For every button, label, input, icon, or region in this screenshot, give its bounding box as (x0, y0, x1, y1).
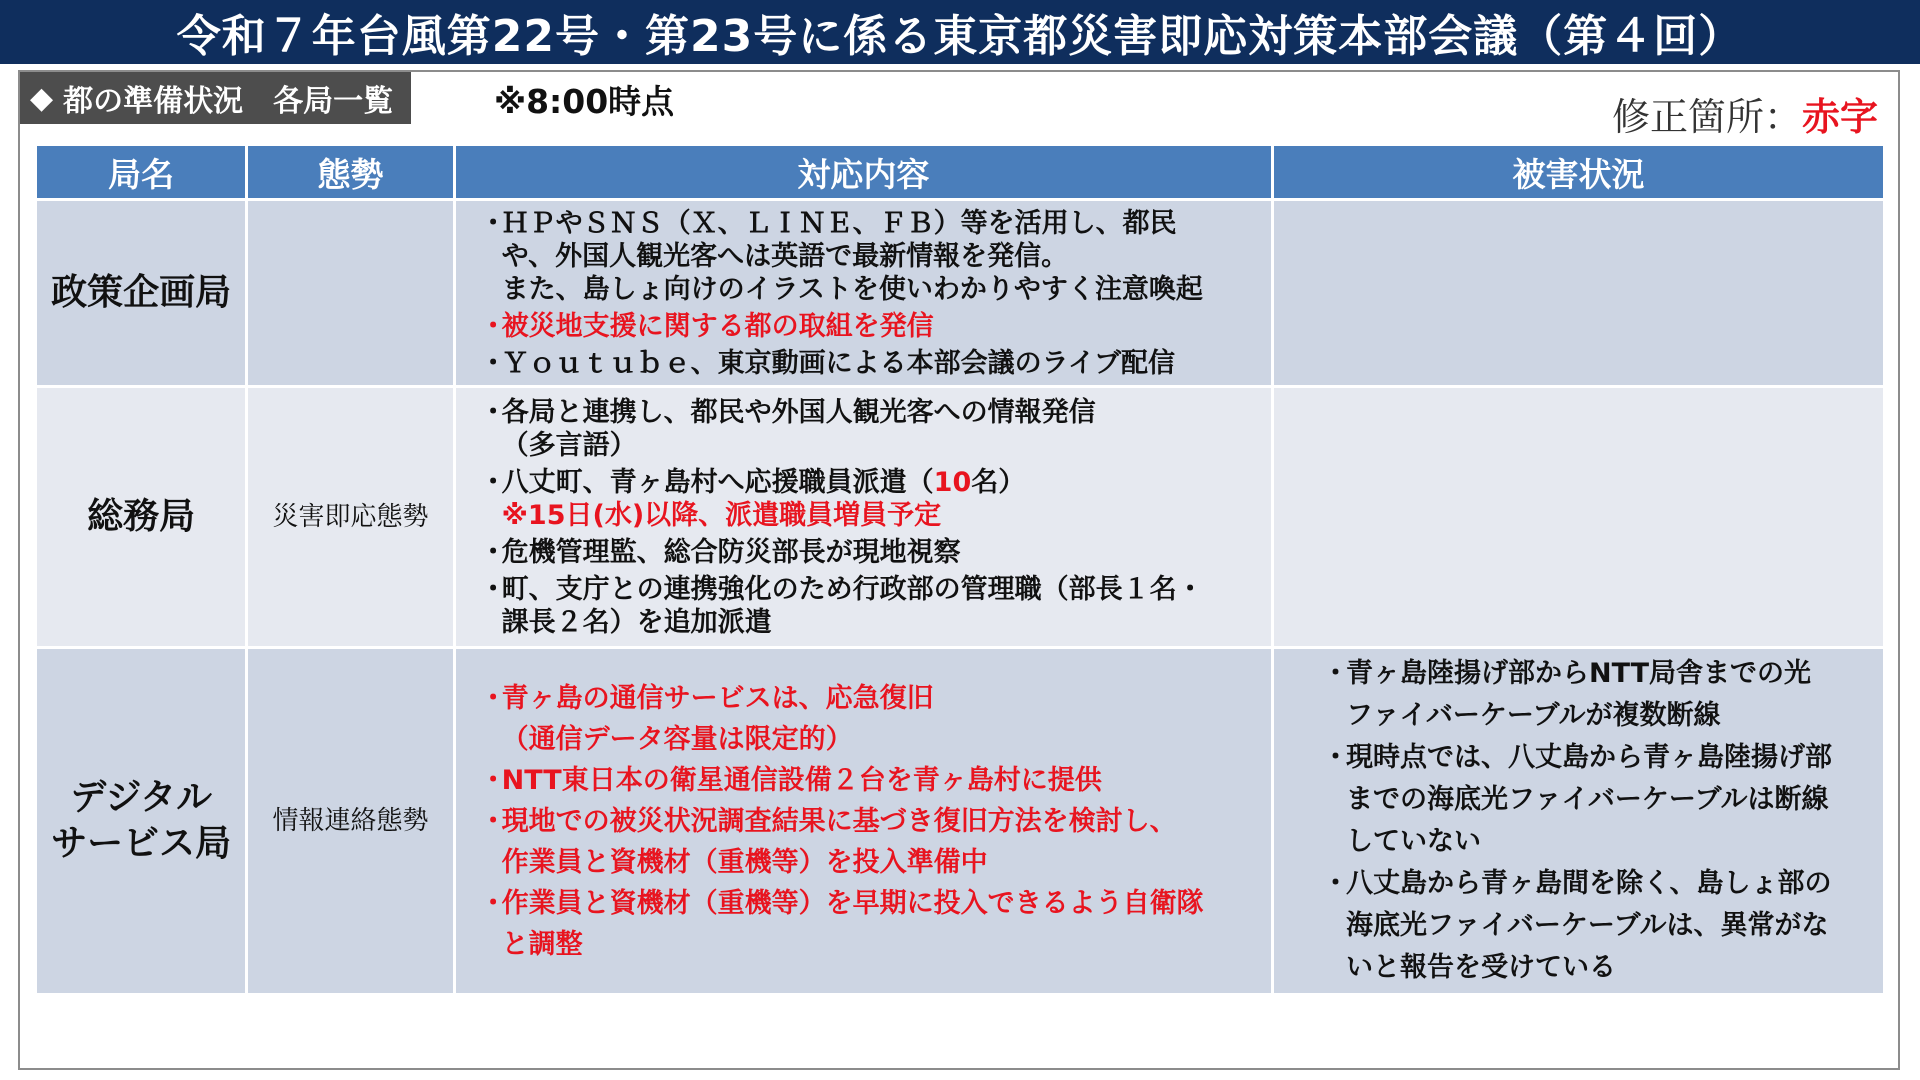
damage-cell (1274, 201, 1883, 385)
dept-cell: 総務局 (37, 388, 245, 646)
header-damage: 被害状況 (1274, 146, 1883, 198)
response-item: ・ Ｙｏｕｔｕｂｅ、東京動画による本部会議のライブ配信 (479, 347, 1176, 379)
header-stance: 態勢 (248, 146, 452, 198)
status-table (34, 143, 1886, 996)
section-label (20, 72, 411, 124)
stance-cell: 情報連絡態勢 (248, 649, 452, 993)
damage-item: ・ 八丈島から青ヶ島間を除く、島しょ部の 海底光ファイバーケーブルは、異常がな いと報告を受けている (1321, 868, 1832, 983)
response-note: ※15日(水)以降、派遣職員増員予定 (501, 499, 942, 531)
response-cell (456, 388, 1271, 646)
response-cell (456, 201, 1271, 385)
diamond-icon: ◆ (30, 80, 54, 116)
header-dept: 局名 (37, 146, 245, 198)
table-row (37, 649, 1883, 993)
page-title: 令和７年台風第22号・第23号に係る東京都災害即応対策本部会議（第４回） (0, 0, 1920, 64)
response-item: ・ 作業員と資機材（重機等）を早期に投入できるよう自衛隊 と調整 (479, 887, 1204, 960)
header-response: 対応内容 (456, 146, 1271, 198)
time-note: ※8:00時点 (494, 82, 675, 121)
damage-item: ・ 青ヶ島陸揚げ部からNTT局舎までの光 ファイバーケーブルが複数断線 (1321, 658, 1812, 731)
response-cell (456, 649, 1271, 993)
response-item: ・ 現地での被災状況調査結果に基づき復旧方法を検討し、 作業員と資機材（重機等）を投入準備中 (479, 805, 1177, 878)
revision-label: 修正箇所： (1611, 95, 1802, 139)
response-item: ・ 被災地支援に関する都の取組を発信 (479, 310, 934, 342)
stance-cell: 災害即応態勢 (248, 388, 452, 646)
response-item: ・ 八丈町、青ヶ島村へ応援職員派遣（10名） ※15日(水)以降、派遣職員増員予定 (479, 466, 1026, 531)
dept-cell: デジタル サービス局 (37, 649, 245, 993)
table-header-row (37, 146, 1883, 198)
stance-cell (248, 201, 452, 385)
damage-item: ・ 現時点では、八丈島から青ヶ島陸揚げ部 までの海底光ファイバーケーブルは断線 していない (1321, 742, 1832, 857)
revision-value: 赤字 (1801, 95, 1878, 139)
damage-cell (1274, 388, 1883, 646)
response-item: ・ NTT東日本の衛星通信設備２台を青ヶ島村に提供 (479, 764, 1102, 796)
revision-legend (1612, 86, 1878, 141)
dept-cell: 政策企画局 (37, 201, 245, 385)
response-item: ・ 各局と連携し、都民や外国人観光客への情報発信 （多言語） (479, 396, 1096, 461)
table-row (37, 388, 1883, 646)
table-row (37, 201, 1883, 385)
response-item: ・ ＨＰやＳＮＳ（Ｘ、ＬＩＮＥ、ＦＢ）等を活用し、都民 や、外国人観光客へは英語で最新情報を発信。 また、島しょ向けのイラストを使いわかりやすく注意喚起 (479, 207, 1203, 305)
section-label-text: 都の準備状況 各局一覧 (63, 84, 394, 119)
response-item: ・ 危機管理監、総合防災部長が現地視察 (479, 536, 961, 568)
response-item: ・ 青ヶ島の通信サービスは、応急復旧 （通信データ容量は限定的） (479, 682, 934, 755)
damage-cell (1274, 649, 1883, 993)
response-item: ・ 町、支庁との連携強化のため行政部の管理職（部長１名・ 課長２名）を追加派遣 (479, 573, 1204, 638)
